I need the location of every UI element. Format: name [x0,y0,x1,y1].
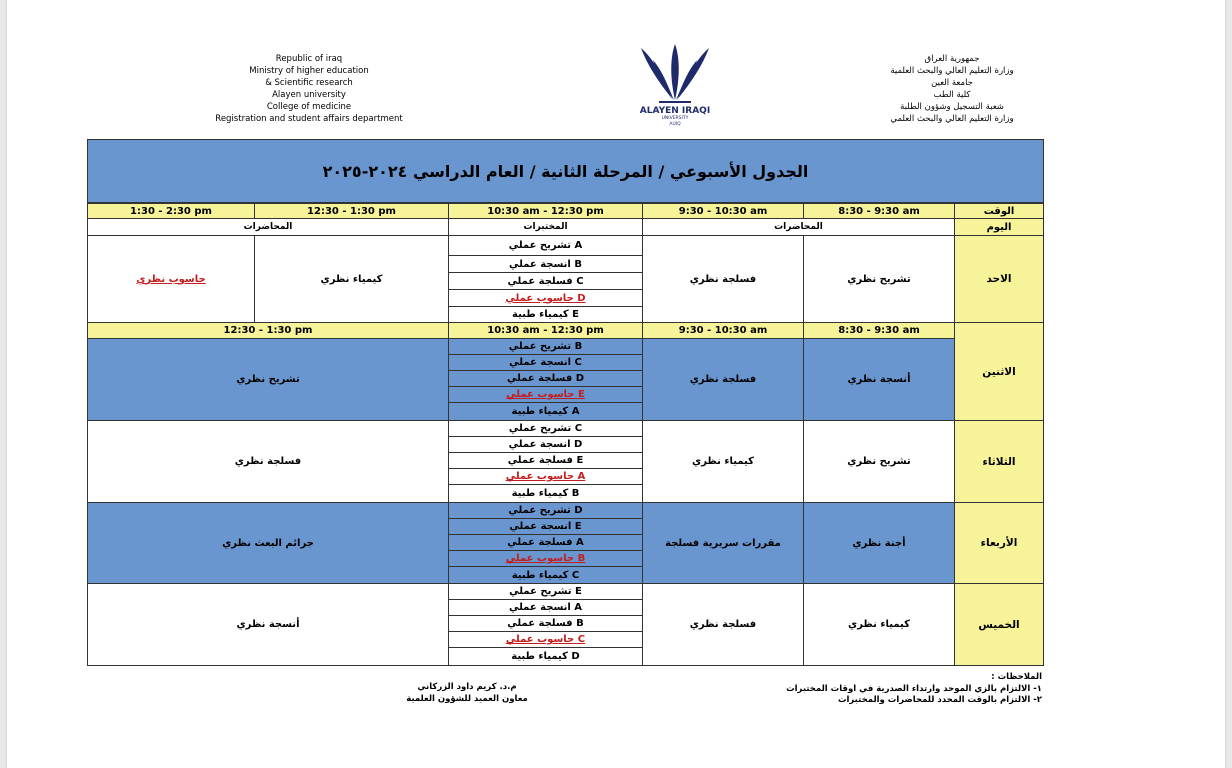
tue-lab-1: تشريح عملي C [448,420,643,437]
mon-lab-4: حاسوب عملي E [448,386,643,403]
labs-label: المختبرات [448,218,643,236]
document-page [7,0,1225,768]
sun-slot-5: حاسوب نظري [87,235,255,323]
mon-lab-2: انسجة عملي C [448,354,643,371]
header-ar-line: جمهورية العراق [924,54,980,64]
header-en-line: College of medicine [266,102,352,112]
thu-lab-3: فسلجة عملي B [448,615,643,632]
mon-time-2: 9:30 - 10:30 am [642,322,804,339]
tue-lab-3: فسلجة عملي E [448,452,643,469]
header-english [207,53,411,125]
mon-lab-3: فسلجة عملي D [448,370,643,387]
wed-lab-4: حاسوب عملي B [448,550,643,567]
day-tuesday: الثلاثاء [954,420,1044,503]
tue-lab-4: حاسوب عملي A [448,468,643,485]
lectures-label: المحاضرات [642,218,955,236]
time-slot-3: 10:30 am - 12:30 pm [448,203,643,219]
thu-slot-1: كيمياء نظري [803,583,955,666]
thu-lab-4: حاسوب عملي C [448,631,643,648]
sun-lab-5: كيمياء طبية E [448,306,643,323]
thu-lab-1: تشريح عملي E [448,583,643,600]
sun-slot-4: كيمياء نظري [254,235,449,323]
tue-slot-1: تشريح نظري [803,420,955,503]
header-ar-line: وزارة التعليم العالي والبحث العلمية [890,66,1014,76]
header-ar-line: جامعة العين [931,78,973,88]
sun-slot-2: فسلجة نظري [642,235,804,323]
header-ar-line: كلية الطب [933,90,971,100]
mon-time-3: 10:30 am - 12:30 pm [448,322,643,339]
mon-time-4: 12:30 - 1:30 pm [87,322,449,339]
sun-slot-1: تشريح نظري [803,235,955,323]
schedule-title: الجدول الأسبوعي / المرحلة الثانية / العام الدراسي ٢٠٢٤-٢٠٢٥ [322,161,809,181]
wed-slot-1: أجنة نظري [803,502,955,584]
tue-lab-5: كيمياء طبية B [448,484,643,503]
header-en-line: Registration and student affairs department [215,114,403,124]
tue-slot-2: كيمياء نظري [642,420,804,503]
wed-lab-1: تشريح عملي D [448,502,643,519]
thu-lab-2: انسجة عملي A [448,599,643,616]
logo-name: ALAYEN IRAQI [639,106,711,116]
tue-lab-2: انسجة عملي D [448,436,643,453]
sun-lab-3: فسلجة عملي C [448,272,643,290]
time-slot-1: 8:30 - 9:30 am [803,203,955,219]
schedule-table [87,203,1044,666]
time-row-label: الوقت [954,203,1044,219]
note-item: ١- الالتزام بالزي الموحد وارتداء الصدرية في اوقات المختبرات [786,683,1042,694]
wed-lab-2: انسجة عملي E [448,518,643,535]
thu-slot-2: فسلجة نظري [642,583,804,666]
header-arabic [872,53,1032,125]
time-slot-5: 1:30 - 2:30 pm [87,203,255,219]
header-en-line: & Scientific research [265,78,353,88]
mon-time-1: 8:30 - 9:30 am [803,322,955,339]
signatory-name: م.د. كريم داود الزركاني [417,682,517,692]
lectures-label: المحاضرات [87,218,449,236]
mon-slot-1: أنسجة نظري [803,338,955,421]
tue-slot-4: فسلجة نظري [87,420,449,503]
wed-slot-2: مقررات سريرية فسلجة [642,502,804,584]
day-wednesday: الأربعاء [954,502,1044,584]
time-slot-2: 9:30 - 10:30 am [642,203,804,219]
sun-lab-2: انسجة عملي B [448,255,643,273]
mon-lab-5: كيمياء طبية A [448,402,643,421]
header-ar-line: شعبة التسجيل وشؤون الطلبة [900,102,1004,112]
day-monday: الاثنين [954,322,1044,421]
sun-lab-4: حاسوب عملي D [448,289,643,307]
signatory-title: معاون العميد للشؤون العلمية [406,693,528,704]
mon-lab-1: تشريح عملي B [448,338,643,355]
sun-lab-1: تشريح عملي A [448,235,643,256]
thu-slot-4: أنسجة نظري [87,583,449,666]
schedule-title-box [87,139,1044,203]
university-logo [635,40,715,132]
logo-sub: UNIVERSITY [661,116,689,121]
wed-slot-4: جرائم البعث نظري [87,502,449,584]
header-en-line: Alayen university [272,90,346,100]
logo-abbr: AUIQ [669,122,681,127]
mon-slot-4: تشريح نظري [87,338,449,421]
notes-section [786,672,1042,707]
signature-block [397,682,537,705]
thu-lab-5: كيمياء طبية D [448,647,643,666]
day-row-label: اليوم [954,218,1044,236]
header-en-line: Republic of iraq [275,54,343,64]
notes-heading: الملاحظات : [991,672,1042,682]
logo-emblem-icon [637,40,713,106]
mon-slot-2: فسلجة نظري [642,338,804,421]
header-en-line: Ministry of higher education [249,66,369,76]
wed-lab-5: كيمياء طبية C [448,566,643,584]
time-slot-4: 12:30 - 1:30 pm [254,203,449,219]
note-item: ٢- الالتزام بالوقت المحدد للمحاضرات والمختبرات [837,695,1042,705]
wed-lab-3: فسلجة عملي A [448,534,643,551]
day-thursday: الخميس [954,583,1044,666]
header-ar-line: وزارة التعليم العالي والبحث العلمي [890,114,1014,124]
day-sunday: الاحد [954,235,1044,323]
